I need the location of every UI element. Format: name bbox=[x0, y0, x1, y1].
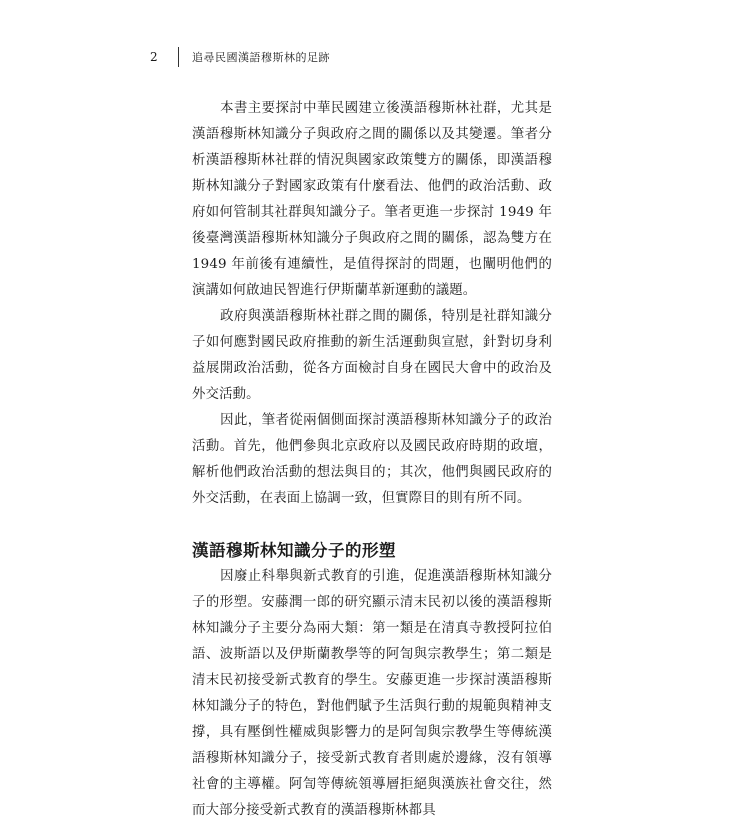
page-header bbox=[150, 46, 330, 68]
paragraph-political-activities: 因此，筆者從兩個側面探討漢語穆斯林知識分子的政治活動。首先，他們參與北京政府以及國民政府時期的政壇，解析他們政治活動的想法與目的；其次，他們與國民政府的外交活動，在表面上協調一致，但實際目的則有所不同。 bbox=[192, 413, 552, 506]
paragraph-intro: 本書主要探討中華民國建立後漢語穆斯林社群，尤其是漢語穆斯林知識分子與政府之間的關係以及其變遷。筆者分析漢語穆斯林社群的情況與國家政策雙方的關係，即漢語穆斯林知識分子對國家政策有什麼看法、他們的政治活動、政府如何管制其社群與知識分子。筆者更進一步探討 1949 年後臺灣漢語穆斯林知識分子與政府之間的關係，認為雙方在 1949 年前後有連續性，是值得探討的問題，也闡明他們的演講如何啟迪民智進行伊斯蘭革新運動的議題。 bbox=[192, 101, 552, 298]
header-divider bbox=[178, 47, 179, 67]
page-number: 2 bbox=[150, 50, 158, 64]
section-heading: 漢語穆斯林知識分子的形塑 bbox=[192, 541, 396, 560]
paragraph-formation: 因廢止科舉與新式教育的引進，促進漢語穆斯林知識分子的形塑。安藤潤一郎的研究顯示清末民初以後的漢語穆斯林知識分子主要分為兩大類：第一類是在清真寺教授阿拉伯語、波斯語以及伊斯蘭教學等的阿訇與宗教學生；第二類是清末民初接受新式教育的學生。安藤更進一步探討漢語穆斯林知識分子的特色，對他們賦予生活與行動的規範與精神支撐，具有壓倒性權威與影響力的是阿訇與宗教學生等傳統漢語穆斯林知識分子，接受新式教育者則處於邊緣，沒有領導社會的主導權。阿訇等傳統領導層拒絕與漢族社會交往，然而大部分接受新式教育的漢語穆斯林都具 bbox=[192, 569, 552, 818]
running-title: 追尋民國漢語穆斯林的足跡 bbox=[192, 51, 330, 64]
paragraph-government-relations: 政府與漢語穆斯林社群之間的關係，特別是社群知識分子如何應對國民政府推動的新生活運動與宣慰，針對切身利益展開政治活動，從各方面檢討自身在國民大會中的政治及外交活動。 bbox=[192, 309, 552, 402]
body-text bbox=[192, 96, 552, 824]
